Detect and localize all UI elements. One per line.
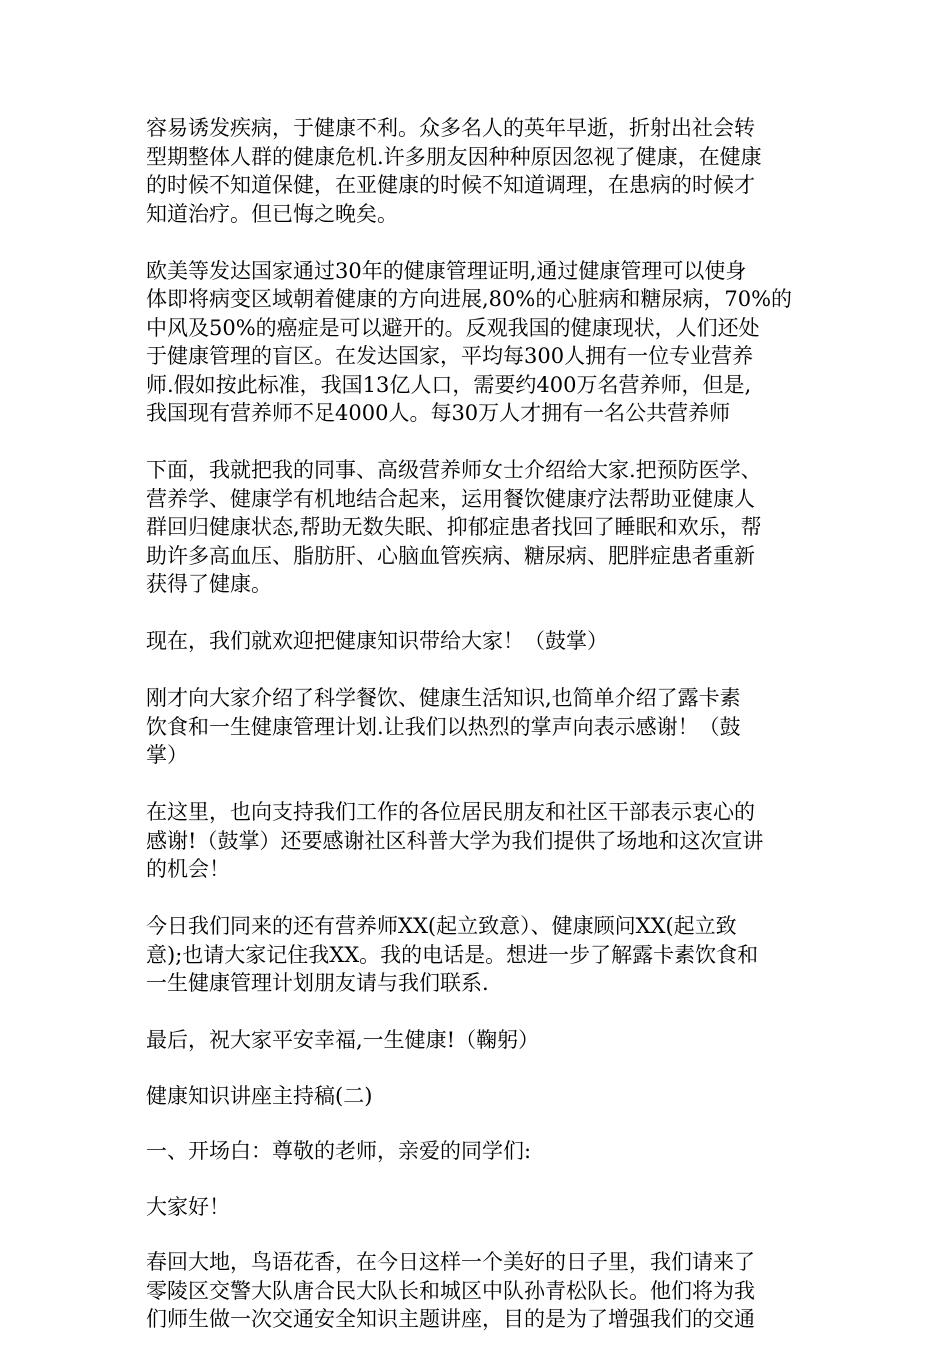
text-line: 最后，祝大家平安幸福,一生健康!（鞠躬） bbox=[146, 1028, 540, 1052]
text-line: 的时候不知道保健，在亚健康的时候不知道调理，在患病的时候才 bbox=[146, 173, 755, 197]
text-line: 饮食和一生健康管理计划.让我们以热烈的掌声向表示感谢！（鼓 bbox=[146, 714, 741, 739]
paragraph-closing bbox=[146, 1026, 812, 1055]
paragraph-contacts bbox=[146, 912, 812, 998]
paragraph-health-management bbox=[146, 257, 812, 428]
text-line: 健康知识讲座主持稿(二) bbox=[146, 1083, 373, 1108]
paragraph-spring-intro bbox=[146, 1248, 812, 1334]
text-line: 助许多高血压、脂肪肝、心脑血管疾病、糖尿病、肥胖症患者重新 bbox=[146, 543, 755, 568]
paragraph-welcome bbox=[146, 627, 812, 656]
text-line: 群回归健康状态,帮助无数失眠、抑郁症患者找回了睡眠和欢乐，帮 bbox=[146, 515, 762, 539]
text-line: 下面，我就把我的同事、高级营养师女士介绍给大家.把预防医学、 bbox=[146, 458, 762, 482]
text-line: 今日我们同来的还有营养师XX(起立致意）、健康顾问XX(起立致 bbox=[146, 914, 737, 938]
text-line: 于健康管理的盲区。在发达国家，平均每300人拥有一位专业营养 bbox=[146, 344, 754, 368]
section-heading bbox=[146, 1082, 812, 1111]
text-line: 现在，我们就欢迎把健康知识带给大家！（鼓掌） bbox=[146, 629, 608, 653]
text-line: 我国现有营养师不足4000人。每30万人才拥有一名公共营养师 bbox=[146, 401, 731, 425]
paragraph-thanks-community bbox=[146, 798, 812, 884]
text-line: 获得了健康。 bbox=[146, 572, 272, 596]
text-line: 的机会！ bbox=[146, 857, 230, 881]
text-line: 大家好！ bbox=[146, 1194, 230, 1219]
text-line: 容易诱发疾病，于健康不利。众多名人的英年早逝，折射出社会转 bbox=[146, 116, 755, 140]
text-line: 体即将病变区域朝着健康的方向进展,80%的心脏病和糖尿病，70%的 bbox=[146, 287, 793, 311]
text-line: 营养学、健康学有机地结合起来，运用餐饮健康疗法帮助亚健康人 bbox=[146, 486, 755, 511]
paragraph-health-crisis bbox=[146, 114, 812, 228]
text-line: 一、开场白：尊敬的老师，亲爱的同学们: bbox=[146, 1139, 532, 1163]
text-line: 在这里，也向支持我们工作的各位居民朋友和社区干部表示衷心的 bbox=[146, 800, 755, 824]
paragraph-introduction bbox=[146, 456, 812, 599]
text-line: 感谢!（鼓掌）还要感谢社区科普大学为我们提供了场地和这次宣讲 bbox=[146, 828, 764, 853]
text-line: 欧美等发达国家通过30年的健康管理证明,通过健康管理可以使身 bbox=[146, 258, 747, 283]
text-line: 春回大地，鸟语花香，在今日这样一个美好的日子里，我们请来了 bbox=[146, 1250, 755, 1274]
text-line: 型期整体人群的健康危机.许多朋友因种种原因忽视了健康，在健康 bbox=[146, 144, 762, 169]
text-line: 中风及50%的癌症是可以避开的。反观我国的健康现状，人们还处 bbox=[146, 315, 760, 340]
paragraph-opening-remarks bbox=[146, 1137, 812, 1166]
paragraph-greeting bbox=[146, 1193, 812, 1222]
text-line: 掌） bbox=[146, 743, 188, 767]
text-line: 刚才向大家介绍了科学餐饮、健康生活知识,也简单介绍了露卡素 bbox=[146, 686, 741, 710]
text-line: 师.假如按此标准，我国13亿人口，需要约400万名营养师，但是, bbox=[146, 372, 752, 397]
paragraph-thanks-speaker bbox=[146, 684, 812, 770]
text-line: 一生健康管理计划朋友请与我们联系. bbox=[146, 971, 489, 995]
text-line: 们师生做一次交通安全知识主题讲座，目的是为了增强我们的交通 bbox=[146, 1307, 755, 1331]
text-line: 知道治疗。但已悔之晚矣。 bbox=[146, 201, 398, 226]
text-line: 零陵区交警大队唐合民大队长和城区中队孙青松队长。他们将为我 bbox=[146, 1278, 755, 1303]
text-line: 意);也请大家记住我XX。我的电话是。想进一步了解露卡素饮食和 bbox=[146, 942, 759, 967]
document-body bbox=[146, 114, 812, 1362]
